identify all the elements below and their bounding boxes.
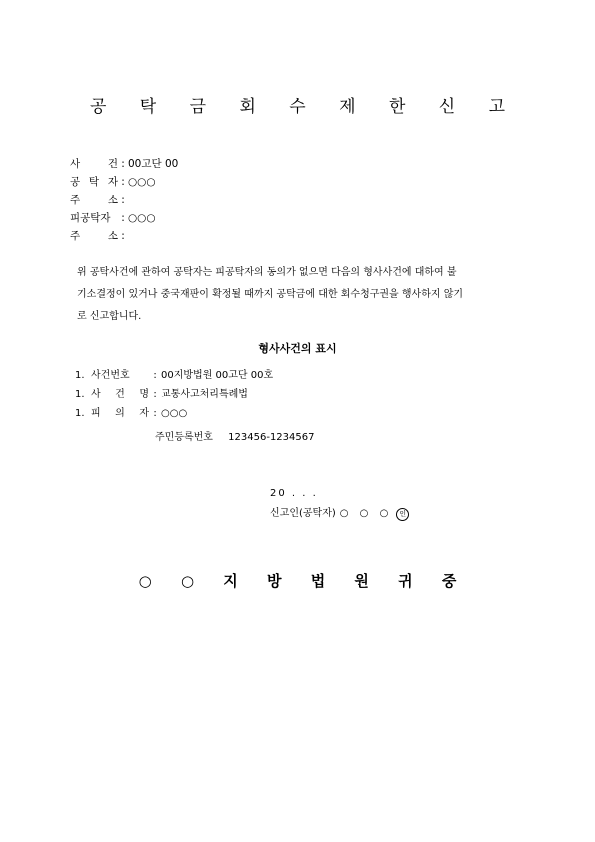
colon: : <box>153 408 157 419</box>
paragraph-line: 로 신고합니다. <box>77 311 142 322</box>
colon: : <box>121 176 125 188</box>
party-row-depositor-address <box>70 191 178 209</box>
signer-line <box>270 504 409 524</box>
party-row-depositee <box>70 209 178 227</box>
party-row-case <box>70 155 178 173</box>
case-item-label: 피 의 자 <box>91 408 149 419</box>
colon: : <box>153 389 157 400</box>
case-item-label: 사건번호 <box>91 370 130 381</box>
colon: : <box>121 158 125 170</box>
case-list <box>75 366 273 423</box>
party-row-depositor <box>70 173 178 191</box>
document-title: 공 탁 금 회 수 제 한 신 고 <box>89 97 520 117</box>
case-item-label: 사 건 명 <box>91 389 149 400</box>
case-item-bullet: 1. <box>75 408 85 419</box>
party-label: 피공탁자 <box>70 212 111 224</box>
party-label: 공 탁 자 <box>70 176 118 188</box>
colon: : <box>121 212 125 224</box>
resident-number-row <box>155 428 314 443</box>
party-row-depositee-address <box>70 227 178 245</box>
party-value: ○○○ <box>128 176 156 188</box>
case-item-bullet: 1. <box>75 370 85 381</box>
signer-name: ○ ○ ○ <box>339 508 393 519</box>
court-addressee: ○ ○ 지 방 법 원 귀 중 <box>138 572 469 590</box>
signature-block <box>270 484 409 524</box>
colon: : <box>121 230 125 242</box>
case-item-name <box>75 385 273 404</box>
party-value: 00고단 00 <box>128 158 179 170</box>
declaration-paragraph <box>77 262 517 328</box>
party-value: ○○○ <box>128 212 156 224</box>
parties-block <box>70 155 178 245</box>
case-item-value: 교통사고처리특례법 <box>161 389 248 400</box>
resident-number-label: 주민등록번호 <box>155 432 213 443</box>
date-line: 20 . . . <box>270 488 318 499</box>
colon: : <box>153 370 157 381</box>
signer-label: 신고인(공탁자) <box>270 508 336 519</box>
paragraph-line: 위 공탁사건에 관하여 공탁자는 피공탁자의 동의가 없으면 다음의 형사사건에 대하여 불 <box>77 267 457 278</box>
case-item-suspect <box>75 404 273 423</box>
section-title: 형사사건의 표시 <box>258 342 337 355</box>
paragraph-line: 기소결정이 있거나 중국재판이 확정될 때까지 공탁금에 대한 회수청구권을 행사하지 않기 <box>77 289 464 300</box>
case-item-number <box>75 366 273 385</box>
case-item-value: 00지방법원 00고단 00호 <box>161 370 274 381</box>
seal-icon: 인 <box>396 508 409 521</box>
case-item-bullet: 1. <box>75 389 85 400</box>
party-label: 주 소 <box>70 194 118 206</box>
resident-number-value: 123456-1234567 <box>228 432 315 443</box>
colon: : <box>121 194 125 206</box>
party-label: 사 건 <box>70 158 118 170</box>
case-item-value: ○○○ <box>161 408 188 419</box>
party-label: 주 소 <box>70 230 118 242</box>
